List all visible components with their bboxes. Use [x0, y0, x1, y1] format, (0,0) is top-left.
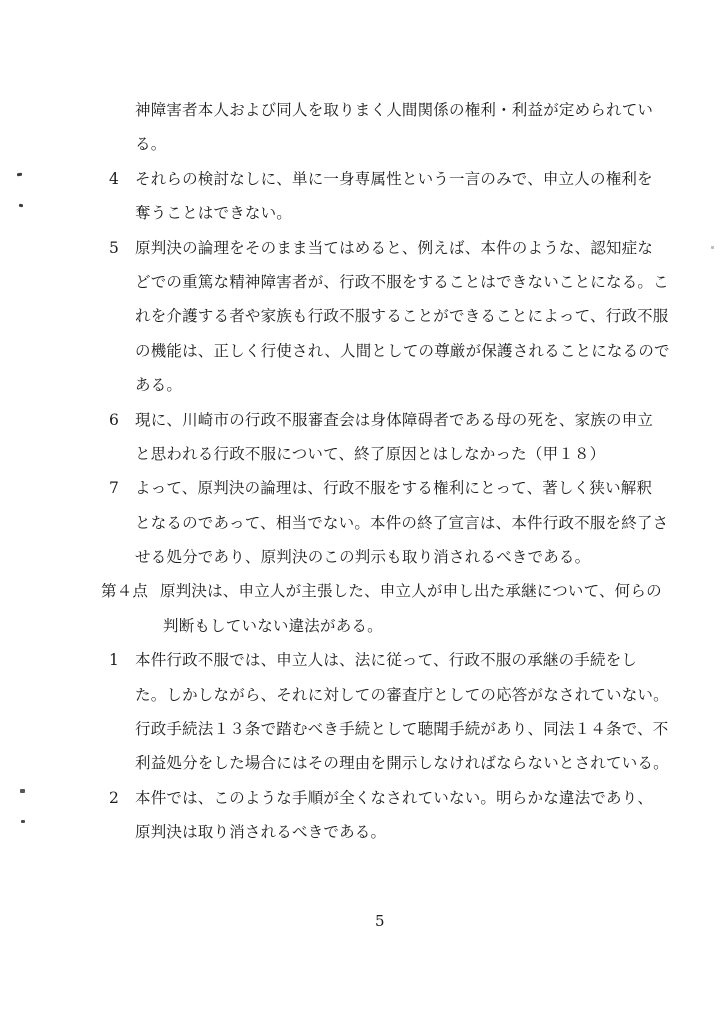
line-text: せる処分であり、原判決のこの判示も取り消されるべきである。 — [135, 548, 591, 567]
line-text: 神障害者本人および同人を取りまく人間関係の権利・利益が定められてい — [135, 101, 654, 119]
scan-speck — [21, 820, 25, 823]
item-number: 2 — [109, 788, 120, 807]
line-text: 本件行政不服では、申立人は、法に従って、行政不服の承継の手続をし — [135, 651, 638, 670]
line-text: 利益処分をした場合にはその理由を開示しなければならないとされている。 — [135, 754, 669, 773]
line-text: る。 — [135, 135, 167, 154]
line-text: となるのであって、相当でない。本件の終了宣言は、本件行政不服を終了さ — [135, 513, 669, 532]
line-text: 行政手続法１３条で踏むべき手続として聴聞手続があり、同法１４条で、不 — [135, 720, 669, 739]
text-line — [0, 368, 724, 402]
text-line-numbered — [0, 162, 724, 196]
scan-speck — [20, 789, 25, 793]
line-text: どでの重篤な精神障害者が、行政不服をすることはできないことになる。こ — [135, 272, 669, 291]
text-line — [0, 815, 724, 849]
text-line — [0, 299, 724, 333]
line-text: た。しかしながら、それに対しての審査庁としての応答がなされていない。 — [135, 685, 669, 704]
text-line — [0, 127, 724, 161]
item-number: 6 — [109, 410, 120, 429]
text-line-numbered — [0, 781, 724, 815]
text-line-numbered — [0, 471, 724, 505]
line-text: それらの検討なしに、単に一身専属性という一言のみで、申立人の権利を — [135, 169, 653, 188]
line-text: 原判決の論理をそのまま当てはめると、例えば、本件のような、認知症な — [135, 238, 654, 257]
text-line — [0, 678, 724, 712]
page-number: 5 — [375, 912, 385, 930]
text-line — [0, 746, 724, 780]
text-line — [0, 437, 724, 471]
section-heading-continuation — [0, 609, 724, 643]
line-text: よって、原判決の論理は、行政不服をする権利にとって、著しく狭い解釈 — [135, 479, 653, 498]
line-text: ある。 — [135, 376, 183, 395]
section-heading — [0, 574, 724, 608]
line-text: 判断もしていない違法がある。 — [163, 616, 383, 635]
item-number: 1 — [109, 651, 120, 670]
line-text: れを介護する者や家族も行政不服することができることによって、行政不服 — [135, 307, 669, 326]
item-number: 7 — [109, 479, 120, 498]
scan-speck — [711, 246, 714, 249]
line-text: 本件では、このような手順が全くなされていない。明らかな違法であり、 — [135, 788, 654, 807]
text-line — [0, 93, 724, 127]
text-line — [0, 712, 724, 746]
line-text: 奪うことはできない。 — [135, 204, 293, 223]
section-number: 第４点 — [101, 582, 149, 601]
document-text-block — [0, 93, 724, 850]
text-line — [0, 334, 724, 368]
item-number: 5 — [109, 238, 120, 257]
line-text: 現に、川崎市の行政不服審査会は身体障碍者である母の死を、家族の申立 — [135, 410, 654, 429]
text-line — [0, 506, 724, 540]
line-text: 原判決は、申立人が主張した、申立人が申し出た承継について、何らの — [160, 582, 662, 601]
text-line-numbered — [0, 231, 724, 265]
text-line-numbered — [0, 403, 724, 437]
scan-speck — [19, 204, 24, 208]
text-line — [0, 540, 724, 574]
text-line-numbered — [0, 643, 724, 677]
line-text: の機能は、正しく行使され、人間としての尊厳が保護されることになるので — [135, 341, 670, 360]
text-line — [0, 196, 724, 230]
item-number: 4 — [109, 169, 120, 188]
text-line — [0, 265, 724, 299]
line-text: と思われる行政不服について、終了原因とはしなかった（甲１８） — [135, 444, 606, 463]
line-text: 原判決は取り消されるべきである。 — [135, 823, 387, 842]
